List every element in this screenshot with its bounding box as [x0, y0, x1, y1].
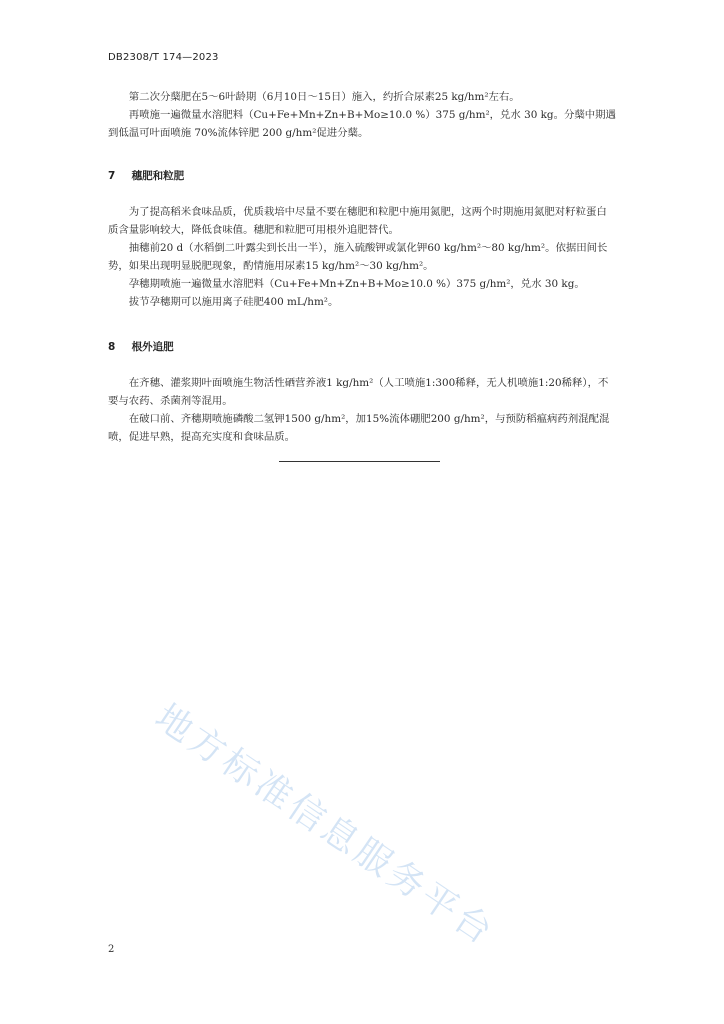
- doc-code-header: DB2308/T 174—2023: [108, 52, 219, 63]
- section-heading-8: [108, 339, 174, 354]
- page-number: 2: [108, 944, 115, 955]
- section-title: 根外追肥: [131, 341, 174, 353]
- section-title: 穗肥和粒肥: [131, 170, 185, 182]
- section-heading-7: [108, 168, 184, 183]
- paragraph: 第二次分蘖肥在5～6叶龄期（6月10日～15日）施入，约折合尿素25 kg/hm²左右。: [128, 91, 520, 103]
- paragraph: 为了提高稻米食味品质，优质栽培中尽量不要在穗肥和粒肥中施用氮肥，这两个时期施用氮肥对籽粒蛋白质含量影响较大，降低食味值。穗肥和粒肥可用根外追肥替代。: [108, 206, 607, 236]
- end-rule: [279, 461, 440, 462]
- paragraph: 拔节孕穗期可以施用离子硅肥400 mL/hm²。: [128, 296, 339, 308]
- section-number: 8: [108, 341, 116, 353]
- paragraph: 在齐穗、灌浆期叶面喷施生物活性硒营养液1 kg/hm²（人工喷施1:300稀释，无人机喷施1:20稀释），不要与农药、杀菌剂等混用。: [108, 377, 609, 407]
- section-number: 7: [108, 170, 116, 182]
- section8-body: [108, 374, 616, 446]
- paragraph: 在破口前、齐穗期喷施磷酸二氢钾1500 g/hm²，加15%流体硼肥200 g/hm²，与预防稻瘟病药剂混配混喷，促进早熟，提高充实度和食味品质。: [108, 413, 610, 443]
- paragraph: 抽穗前20 d（水稻倒二叶露尖到长出一半），施入硫酸钾或氯化钾60 kg/hm²～80 kg/hm²。依据田间长势，如果出现明显脱肥现象，酌情施用尿素15 kg/hm²～30 kg/hm²。: [108, 242, 608, 272]
- paragraph: 再喷施一遍微量水溶肥料（Cu+Fe+Mn+Zn+B+Mo≥10.0 %）375 g/hm²，兑水 30 kg。分蘖中期遇到低温可叶面喷施 70%流体锌肥 200 g/hm²促进分蘖。: [108, 109, 616, 139]
- paragraph: 孕穗期喷施一遍微量水溶肥料（Cu+Fe+Mn+Zn+B+Mo≥10.0 %）375 g/hm²，兑水 30 kg。: [128, 278, 585, 290]
- watermark-text: 地方标准信息服务平台: [147, 696, 503, 955]
- section7-body: [108, 203, 616, 311]
- section6-continuation: [108, 88, 616, 142]
